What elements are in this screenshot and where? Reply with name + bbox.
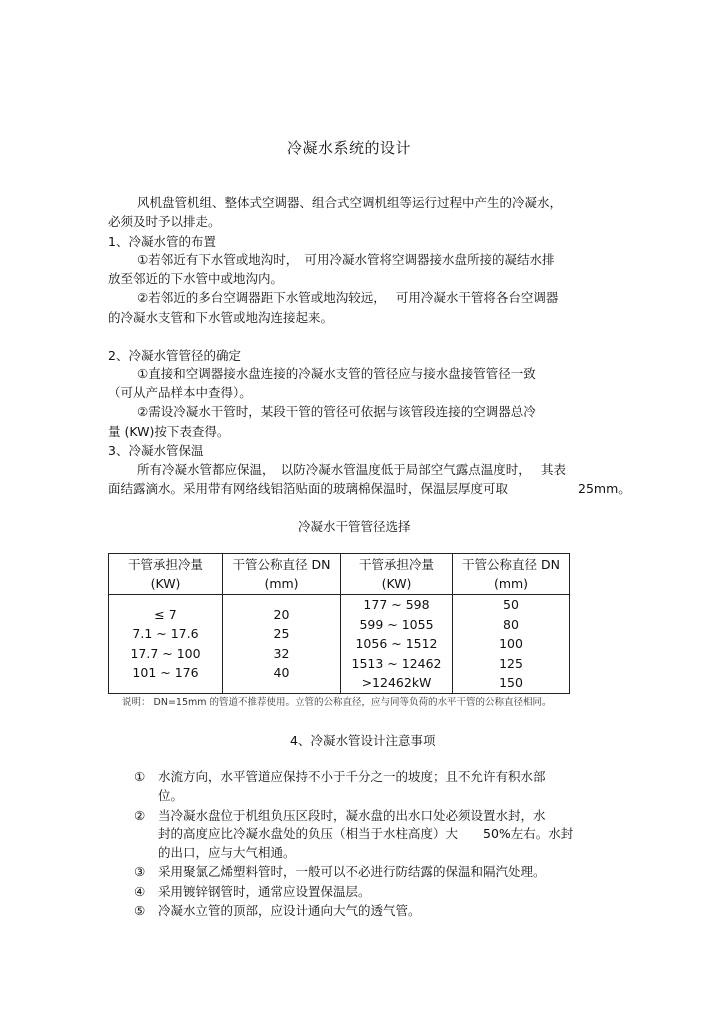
item-number: ② [134, 808, 146, 823]
table-header-cell [453, 554, 570, 595]
item1-line2: 位。 [158, 788, 184, 803]
section1-p1-line2: 放至邻近的下水管中或地沟内。 [108, 271, 284, 286]
col3-value: 177 ~ 598 [363, 597, 430, 612]
table-cell-col3 [341, 595, 453, 694]
col4-value: 150 [499, 675, 523, 690]
col1-value: 101 ~ 176 [132, 665, 199, 681]
table-caption: 冷凝水干管管径选择 [298, 519, 411, 534]
header-col2-line1: 干管公称直径 DN [232, 557, 331, 572]
header-col1-line1: 干管承担冷量 [127, 557, 203, 572]
section1-p2-line2: 的冷凝水支管和下水管或地沟连接起来。 [108, 310, 334, 325]
section2-heading: 2、冷凝水管管径的确定 [108, 348, 241, 363]
col3-value: >12462kW [361, 675, 432, 690]
table-header-cell [341, 554, 453, 595]
col1-value: 7.1 ~ 17.6 [132, 626, 199, 642]
col4-value: 125 [499, 655, 523, 671]
table-note: 说明： DN=15mm 的管道不推荐使用。立管的公称直径，应与同等负荷的水平干管的公称直径相同。 [122, 697, 552, 708]
col4-value: 80 [503, 616, 519, 632]
section2-p2-line1: ②需设冷凝水干管时，某段干管的管径可依据与该管段连接的空调器总冷 [137, 404, 536, 419]
section1-p1-line1: ①若邻近有下水管或地沟时， 可用冷凝水管将空调器接水盘所接的凝结水排 [137, 252, 555, 267]
pipe-diameter-table [108, 553, 570, 694]
header-col3-line1: 干管承担冷量 [358, 557, 434, 572]
col1-value: ≤ 7 [154, 606, 177, 622]
col3-value: 1513 ~ 12462 [351, 655, 442, 671]
col3-value: 1056 ~ 1512 [355, 636, 438, 651]
header-col4-line1: 干管公称直径 DN [462, 557, 560, 572]
item2-line2: 封的高度应比冷凝水盘处的负压（相当于水柱高度）大 50%左右。水封 [158, 826, 574, 841]
table-body-row [109, 595, 570, 694]
insulation-thickness-value: 25mm。 [578, 481, 631, 496]
col2-value: 40 [273, 665, 290, 681]
section3-heading: 3、冷凝水管保温 [108, 443, 204, 458]
table-cell-col2 [223, 595, 341, 694]
col1-value: 17.7 ~ 100 [130, 645, 201, 661]
section2-p2-line2: 量 (KW)按下表查得。 [108, 424, 230, 439]
section3-p1-line2: 面结露滴水。采用带有网络线铝箔贴面的玻璃棉保温时，保温层厚度可取 [108, 481, 509, 496]
col2-value: 20 [273, 606, 290, 622]
intro-line-1: 风机盘管机组、整体式空调器、组合式空调机组等运行过程中产生的冷凝水， [137, 195, 563, 210]
section1-heading: 1、冷凝水管的布置 [108, 234, 216, 249]
table-cell-col1 [109, 595, 223, 694]
item1-line1: 水流方向，水平管道应保持不小于千分之一的坡度；且不允许有积水部 [158, 769, 546, 784]
item2-line1: 当冷凝水盘位于机组负压区段时，凝水盘的出水口处必须设置水封，水 [158, 808, 546, 823]
section4-heading: 4、冷凝水管设计注意事项 [290, 733, 436, 748]
header-col4-line2: (mm) [493, 576, 529, 591]
col4-value: 100 [499, 636, 523, 651]
table-cell-col4 [453, 595, 570, 694]
col2-value: 32 [273, 645, 290, 661]
item-number: ① [134, 769, 146, 784]
section3-p1-line1: 所有冷凝水管都应保温， 以防冷凝水管温度低于局部空气露点温度时， 其表 [137, 462, 566, 477]
section1-p2-line1: ②若邻近的多台空调器距下水管或地沟较远， 可用冷凝水干管将各台空调器 [137, 290, 559, 305]
item2-line3: 的出口，应与大气相通。 [158, 845, 296, 860]
col4-value: 50 [503, 597, 519, 612]
item3-line1: 采用聚氯乙烯塑料管时，一般可以不必进行防结露的保温和隔汽处理。 [158, 864, 546, 879]
table-header-cell [223, 554, 341, 595]
table-header-row [109, 554, 570, 595]
col3-value: 599 ~ 1055 [359, 616, 434, 632]
item-number: ③ [134, 864, 146, 879]
intro-line-2: 必须及时予以排走。 [108, 214, 221, 229]
header-col2-line2: (mm) [264, 576, 299, 591]
page-title: 冷凝水系统的设计 [287, 139, 412, 157]
header-col1-line2: (KW) [150, 576, 181, 591]
header-col3-line2: (KW) [381, 576, 412, 591]
item4-line1: 采用镀锌钢管时，通常应设置保温层。 [158, 884, 371, 899]
item5-line1: 冷凝水立管的顶部，应设计通向大气的透气管。 [158, 903, 421, 918]
section2-p1-line1: ①直接和空调器接水盘连接的冷凝水支管的管径应与接水盘接管管径一致 [137, 366, 536, 381]
item-number: ⑤ [134, 903, 146, 918]
section2-p1-line2: （可从产品样本中查得）。 [108, 385, 252, 400]
table-header-cell [109, 554, 223, 595]
item-number: ④ [134, 884, 146, 899]
col2-value: 25 [273, 626, 290, 642]
